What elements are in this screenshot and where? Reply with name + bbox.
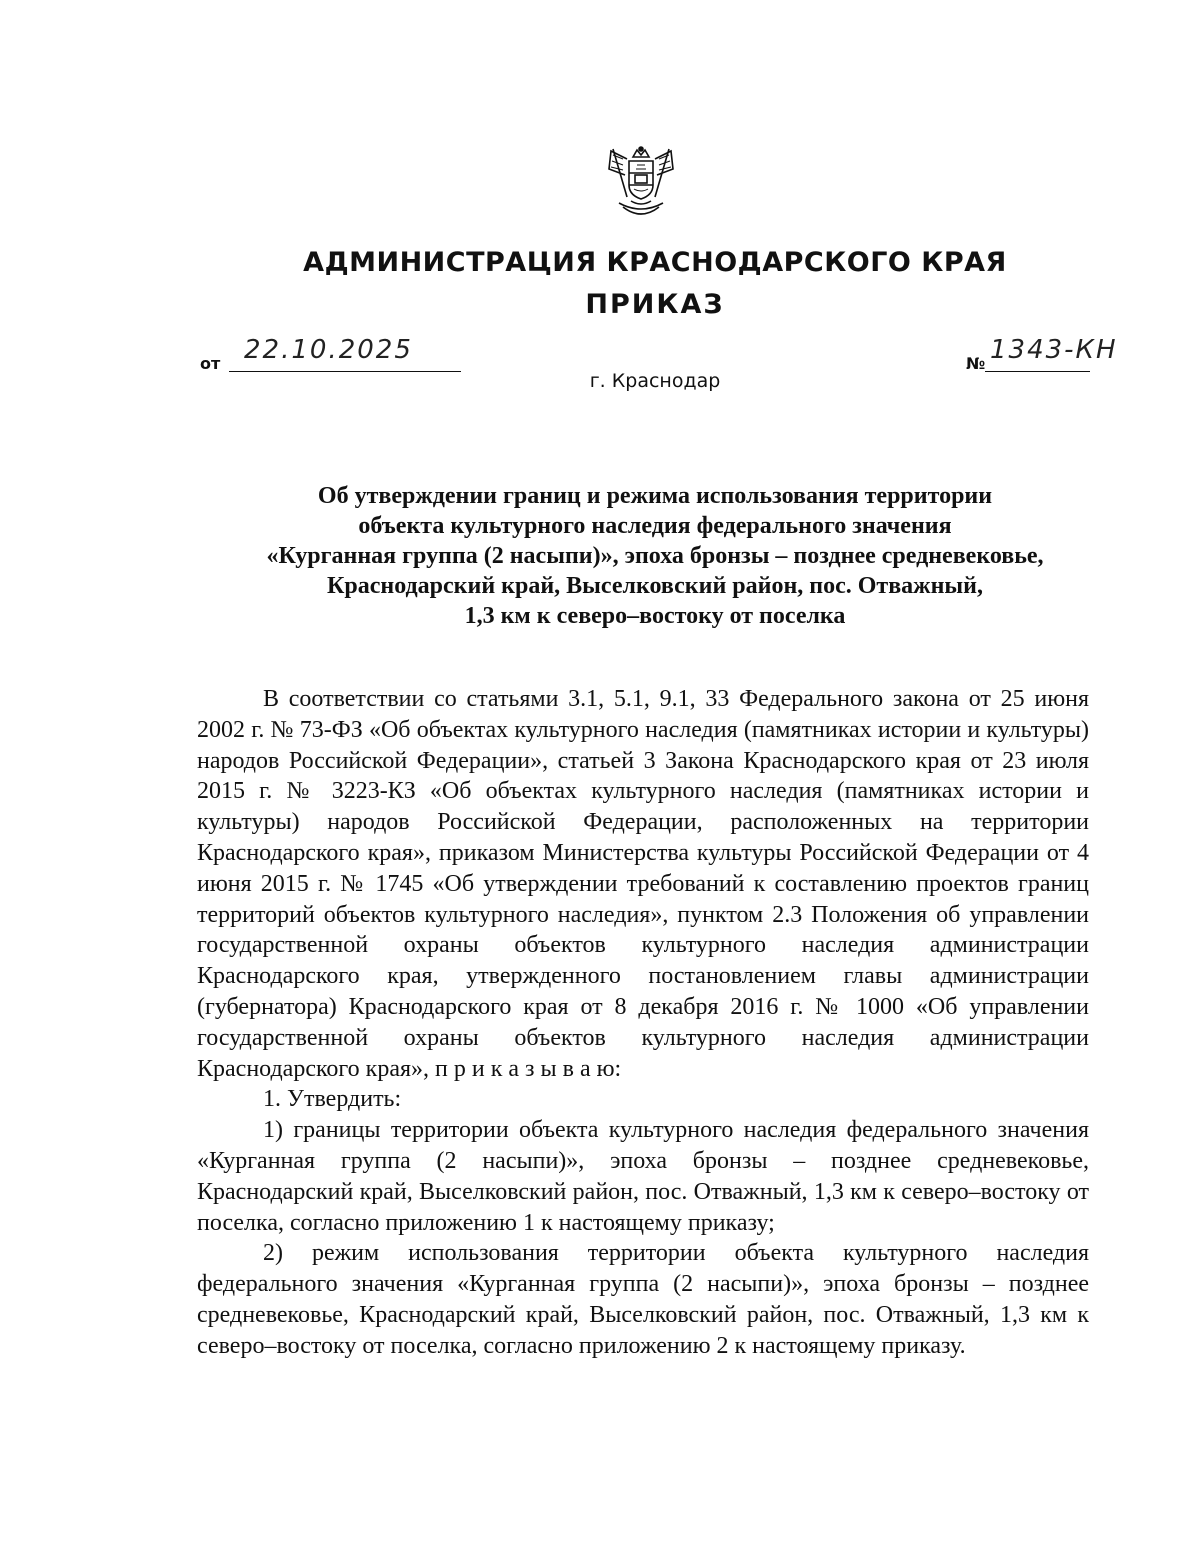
- body-paragraph: 2) режим использования территории объекта культурного наследия федерального значения «Курганная группа (2 насыпи)», эпоха бронзы – позднее средневековье, Краснодарский край, Выселковский район, пос. Отважный, 1,3 км к северо–востоку от поселка, согласно приложению 2 к настоящему приказу.: [197, 1240, 1089, 1359]
- subject-line: Краснодарский край, Выселковский район, пос. Отважный,: [327, 573, 983, 599]
- document-subject: [200, 481, 1110, 631]
- subject-line: 1,3 км к северо–востоку от поселка: [464, 603, 846, 629]
- body-paragraph: В соответствии со статьями 3.1, 5.1, 9.1, 33 Федерального закона от 25 июня 2002 г. № 73-ФЗ «Об объектах культурного наследия (памятниках истории и культуры) народов Российской Федерации», статьей 3 Закона Краснодарского края от 23 июля 2015 г. № 3223-КЗ «Об объектах культурного наследия (памятниках истории и культуры) народов Российской Федерации, расположенных на территории Краснодарского края», приказом Министерства культуры Российской Федерации от 4 июня 2015 г. № 1745 «Об утверждении требований к составлению проектов границ территорий объектов культурного наследия», пунктом 2.3 Положения об управлении государственной охраны объектов культурного наследия администрации Краснодарского края, утвержденного постановлением главы администрации (губернатора) Краснодарского края от 8 декабря 2016 г. № 1000 «Об управлении государственной охраны объектов культурного наследия администрации Краснодарского края», п р и к а з ы в а ю:: [197, 686, 1089, 1082]
- date-handwritten: 22.10.2025: [244, 335, 413, 365]
- body-paragraph: 1) границы территории объекта культурного наследия федерального значения «Курганная группа (2 насыпи)», эпоха бронзы – позднее средневековье, Краснодарский край, Выселковский район, пос. Отважный, 1,3 км к северо–востоку от поселка, согласно приложению 1 к настоящему приказу;: [197, 1117, 1089, 1236]
- subject-line: объекта культурного наследия федерального значения: [358, 513, 952, 539]
- coat-of-arms-icon: [601, 145, 681, 225]
- subject-line: «Курганная группа (2 насыпи)», эпоха бронзы – позднее средневековье,: [266, 543, 1044, 569]
- organization-title: АДМИНИСТРАЦИЯ КРАСНОДАРСКОГО КРАЯ: [303, 247, 1007, 278]
- city-label: г. Краснодар: [589, 370, 721, 392]
- document-body: [197, 684, 1089, 1362]
- document-type: ПРИКАЗ: [585, 289, 725, 320]
- subject-line: Об утверждении границ и режима использования территории: [317, 483, 993, 509]
- number-label: №: [966, 354, 986, 373]
- body-paragraph: 1. Утвердить:: [263, 1086, 402, 1113]
- date-label: от: [200, 354, 221, 373]
- number-handwritten: 1343-КН: [990, 335, 1118, 365]
